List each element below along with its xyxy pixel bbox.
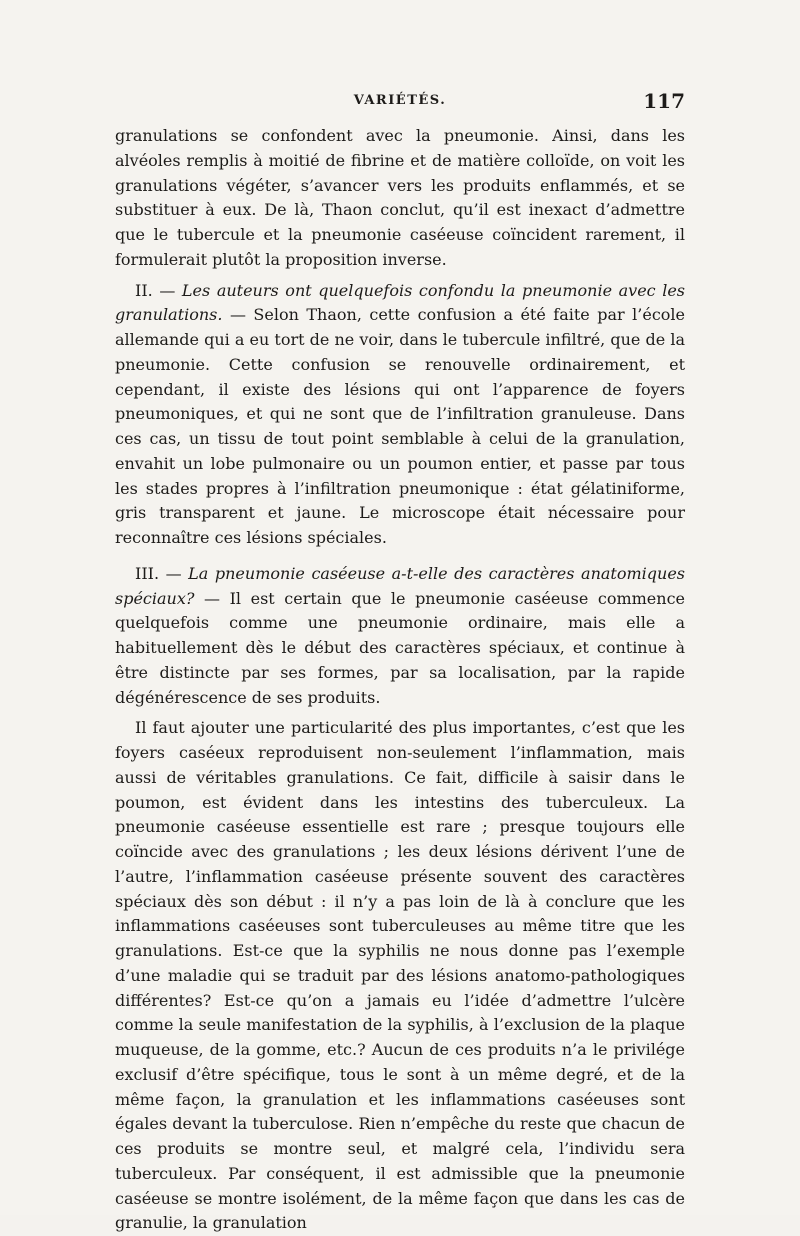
section-number: III. — bbox=[135, 563, 182, 583]
section-heading: La pneumonie caséeuse a-t-elle des caractères anatomiques spéciaux? bbox=[115, 563, 685, 608]
paragraph-section-2 bbox=[115, 279, 685, 551]
section-number: II. — bbox=[135, 280, 176, 300]
body-text bbox=[115, 124, 685, 1236]
page-number: 117 bbox=[643, 89, 685, 113]
paragraph-text: — Selon Thaon, cette confusion a été faite par l’école allemande qui a eu tort de ne voir, dans le tubercule infiltré, que de la pneumonie. Cette confusion se renouvelle ordinairement, et cependant, il existe des lésions qui ont l’apparence de foyers pneumoniques, et qui ne sont que de l’infiltration granuleuse. Dans ces cas, un tissu de tout point semblable à celui de la granulation, envahit un lobe pulmonaire ou un poumon entier, et passe par tous les stades propres à l’infiltration pneumonique : état gélatiniforme, gris transparent et jaune. Le microscope était nécessaire pour reconnaître ces lésions spéciales. bbox=[115, 305, 685, 547]
section-heading: Les auteurs ont quelquefois confondu la pneumonie avec les granulations. bbox=[115, 280, 686, 325]
running-title: VARIÉTÉS. bbox=[353, 93, 447, 108]
paragraph-text: — Il est certain que le pneumonie caséeuse commence quelquefois comme une pneumonie ordinaire, mais elle a habituellement dès le début des caractères spéciaux, et continue à être distincte par ses formes, par sa localisation, par la rapide dégénérescence de ses produits. bbox=[115, 588, 685, 707]
paragraph-section-3 bbox=[115, 562, 685, 711]
paragraph-text: Il faut ajouter une particularité des plus importantes, c’est que les foyers caséeux reproduisent non-seulement l’inflammation, mais aussi de véritables granulations. Ce fait, difficile à saisir dans le poumon, est évident dans les intestins des tuberculeux. La pneumonie caséeuse essentielle est rare ; presque toujours elle coïncide avec des granulations ; les deux lésions dérivent l’une de l’autre, l’inflammation caséeuse présente souvent des caractères spéciaux dès son début : il n’y a pas loin de là à conclure que les inflammations caséeuses sont tuberculeuses au même titre que les granulations. Est-ce que la syphilis ne nous donne pas l’exemple d’une maladie qui se traduit par des lésions anatomo-pathologiques différentes? Est-ce qu’on a jamais eu l’idée d’admettre l’ulcère comme la seule manifestation de la syphilis, à l’exclusion de la plaque muqueuse, de la gomme, etc.? Aucun de ces produits n’a le privilége exclusif d’être spécifique, tous le sont à un même degré, et de la même façon, la granulation et les inflammations caséeuses sont égales devant la tuberculose. Rien n’empêche du reste que chacun de ces produits se montre seul, et malgré cela, l’individu sera tuberculeux. Par conséquent, il est admissible que la pneumonie caséeuse se montre isolément, de la même façon que dans les cas de granulie, la granulation bbox=[115, 718, 685, 1233]
paragraph-1 bbox=[115, 124, 685, 273]
paragraph-4 bbox=[115, 716, 685, 1236]
paragraph-text: granulations se confondent avec la pneumonie. Ainsi, dans les alvéoles remplis à moitié de fibrine et de matière colloïde, on voit les granulations végéter, s’avancer vers les produits enflammés, et se substituer à eux. De là, Thaon conclut, qu’il est inexact d’admettre que le tubercule et la pneumonie caséeuse coïncident rarement, il formulerait plutôt la proposition inverse. bbox=[115, 126, 685, 269]
page-header bbox=[115, 89, 685, 121]
